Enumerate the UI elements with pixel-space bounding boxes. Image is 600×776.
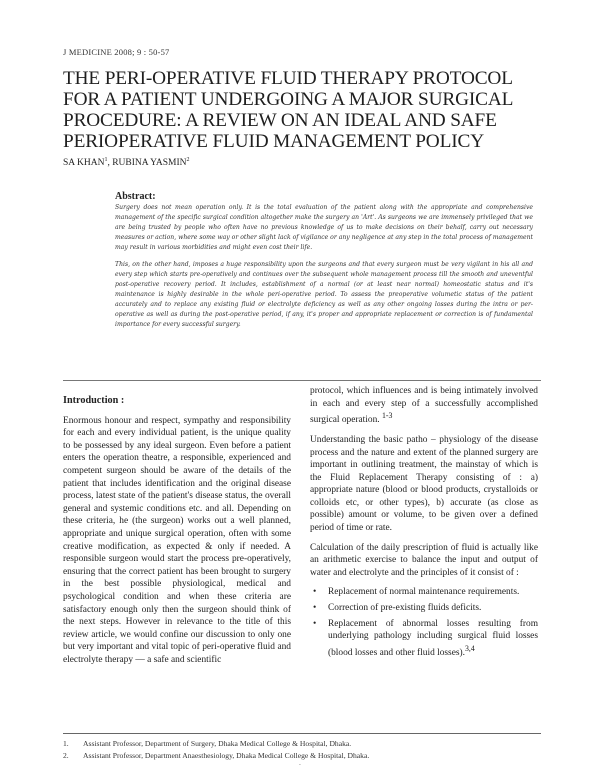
title-line: PERIOPERATIVE FLUID MANAGEMENT POLICY [63,131,484,152]
journal-reference: J MEDICINE 2008; 9 : 50-57 [63,47,170,57]
left-column [63,395,291,673]
abstract-heading: Abstract: [115,191,156,202]
list-item-text: Replacement of abnormal losses resulting from underlying pathology including surgical fluid losses (blood losses and other fluid losses). [328,618,538,658]
abstract-paragraph: Surgery does not mean operation only. It is the total evaluation of the patient along with the appropriate and comprehensive management of the specific surgical condition altogether make the surgery an 'Art'. As surgeons we are immensely privileged that we are being trusted by people who often have no previous knowledge of us to make decisions on their behalf, carry out necessary measures or action, where some way or other slight lack of vigilance or any negligence at any step in the total process of management may result in various morbidities and might even cost their life. [115,204,533,251]
author-list [63,157,190,168]
footnotes [63,738,541,762]
list-item: • Correction of pre-existing fluids deficits. [310,602,538,615]
introduction-heading: Introduction : [63,395,125,406]
article-title [63,68,543,152]
body-text: protocol, which influences and is being intimately involved in each and every step of a successfully accomplished surgical operation. [310,386,538,426]
author-separator: , [107,158,113,169]
page-mark: . [299,760,301,767]
author-affiliation-mark: 2 [186,157,190,163]
title-line: THE PERI-OPERATIVE FLUID THERAPY PROTOCOL [63,68,513,89]
right-column [310,385,538,663]
title-line: PROCEDURE: A REVIEW ON AN IDEAL AND SAFE [63,110,497,131]
list-item [310,618,538,660]
list-item: • Replacement of normal maintenance requirements. [310,586,538,599]
body-paragraph: Calculation of the daily prescription of fluid is actually like an arithmetic exercise to balance the input and output of water and electrolyte and the principles of it consist of : [310,542,538,578]
footnote-text: Assistant Professor, Department of Surgery, Dhaka Medical College & Hospital, Dhaka. [83,739,352,748]
author-affiliation-mark: 1 [104,157,108,163]
title-line: FOR A PATIENT UNDERGOING A MAJOR SURGICAL [63,89,514,110]
footnote-text: Assistant Professor, Department Anaesthesiology, Dhaka Medical College & Hospital, Dhaka. [83,751,370,760]
footnote [63,738,541,750]
footnote [63,750,541,762]
citation-mark: 1-3 [381,411,393,421]
author-name: RUBINA YASMIN [112,158,187,169]
abstract-section [115,192,533,337]
abstract-paragraph: This, on the other hand, imposes a huge responsibility upon the surgeons and that every surgeon must be very vigilant in his all and every step which starts pre-operatively and continues over the subsequent whole management process till the smooth and uneventful post-operative recovery period. It includes, establishment of a normal (or at least near normal) homeostatic status and it's maintenance is highly desirable in the whole peri-operative period. To assess the preoperative volumetic status of the patient accurately and to replace any existing fluid or electrolyte deficiency as well as any other ongoing losses during the intra or per-operative as well as during the post-operative period, if any, it's proper and appropriate replacement or correction is of fundamental importance for every successful surgery. [115,261,533,328]
body-paragraph: Understanding the basic patho – physiology of the disease process and the nature and extent of the planned surgery are important in outlining treatment, the mainstay of which is the Fluid Replacement Therapy consisting of : a) appropriate nature (blood or blood products, crystalloids or colloids etc, or other types), b) accurate (as close as possible) amount or volume, to be given over a defined period of time or rate. [310,434,538,534]
footnote-divider [63,733,541,734]
author-name: SA KHAN [63,158,105,169]
body-paragraph [310,385,538,427]
footnote-number: 2. [63,751,69,760]
footnote-number: 1. [63,739,69,748]
body-paragraph: Enormous honour and respect, sympathy and responsibility for each and every individual patient, is the unique quality to be possessed by any ideal surgeon. Even before a patient enters the operation theatre, a responsible, experienced and competent surgeon should be aware of the details of the patient that includes identification and the original disease process, latest state of the patient's disease status, the overall general and systemic conditions etc. and all. Depending on these criteria, he (the surgeon) works out a well planned, appropriate and unique surgical operation, often with some creative modification, as expected & only if needed. A responsible surgeon would start the process pre-operatively, ensuring that the correct patient has been brought to surgery in the best possible physiological, medical and psychological condition and when these criteria are satisfactory enough only then the surgeon should think of the next steps. However in relevance to the title of this review article, we would confine our discussion to only one but very important and vital topic of peri-operative fluid and electrolyte therapy — a safe and scientific [63,415,291,665]
citation-mark: 3,4 [464,643,475,653]
section-divider [63,380,541,381]
principles-list [310,586,538,659]
